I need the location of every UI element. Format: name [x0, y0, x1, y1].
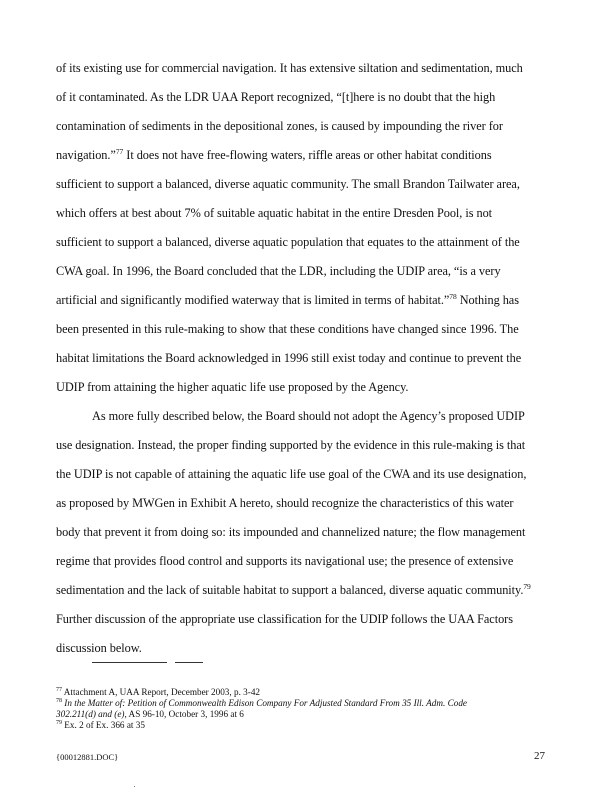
body-line-14: use designation. Instead, the proper finding supported by the evidence in this rule-making is that: [56, 438, 526, 452]
footnote-79: [56, 720, 145, 731]
body-line-3: contamination of sediments in the depositional zones, is caused by impounding the river for: [56, 119, 503, 133]
body-line-4-text: navigation.”: [56, 148, 116, 162]
footnote-78-rest: , AS 96-10, October 3, 1996 at 6: [124, 709, 244, 719]
body-line-10: been presented in this rule-making to show that these conditions have changed since 1996. The: [56, 322, 519, 336]
body-line-16: as proposed by MWGen in Exhibit A hereto, should recognize the characteristics of this water: [56, 496, 514, 510]
footnote-79-text: Ex. 2 of Ex. 366 at 35: [62, 720, 145, 730]
body-line-8: CWA goal. In 1996, the Board concluded that the LDR, including the UDIP area, “is a very: [56, 264, 501, 278]
body-line-18: regime that provides flood control and supports its navigational use; the presence of extensive: [56, 554, 514, 568]
body-line-1: of its existing use for commercial navigation. It has extensive siltation and sedimentation, much: [56, 61, 523, 75]
footnote-79-number: 79: [56, 719, 62, 726]
footnote-78-case-cite: 302.211(d) and (e): [56, 709, 125, 719]
footnote-78-line-1: [56, 698, 467, 709]
body-line-7: sufficient to support a balanced, diverse aquatic population that equates to the attainment of the: [56, 235, 520, 249]
page-number: 27: [534, 750, 545, 762]
footnote-separator-rule: [92, 662, 167, 663]
body-line-15: the UDIP is not capable of attaining the aquatic life use goal of the CWA and its use designation,: [56, 467, 527, 481]
footnote-ref-79: 79: [523, 581, 531, 591]
body-line-13: As more fully described below, the Board should not adopt the Agency’s proposed UDIP: [92, 409, 525, 423]
body-line-11: habitat limitations the Board acknowledged in 1996 still exist today and continue to prevent the: [56, 351, 522, 365]
footnote-77-number: 77: [56, 686, 62, 693]
footnote-ref-77: 77: [115, 146, 124, 156]
body-line-17: body that prevent it from doing so: its impounded and channelized nature; the flow management: [56, 525, 526, 539]
body-line-20: Further discussion of the appropriate use classification for the UDIP follows the UAA Factors: [56, 612, 513, 626]
footnote-78-number: 78: [56, 697, 62, 704]
footnote-78-line-2: [56, 709, 244, 720]
body-line-21: discussion below.: [56, 641, 142, 655]
body-line-12: UDIP from attaining the higher aquatic life use proposed by the Agency.: [56, 380, 409, 394]
body-line-9-text: artificial and significantly modified waterway that is limited in terms of habitat.”: [56, 293, 450, 307]
scan-speck: [134, 786, 135, 787]
body-line-19: [56, 583, 531, 597]
body-line-9: [56, 293, 519, 307]
footnote-separator-rule-short: [175, 662, 203, 663]
body-line-2: of it contaminated. As the LDR UAA Report recognized, “[t]here is no doubt that the high: [56, 90, 496, 104]
body-line-9-text-cont: Nothing has: [456, 293, 519, 307]
body-line-4: [56, 148, 492, 162]
footnote-ref-78: 78: [449, 291, 457, 301]
document-id: {00012881.DOC}: [56, 752, 119, 762]
body-line-4-text-cont: It does not have free-flowing waters, riffle areas or other habitat conditions: [123, 148, 492, 162]
body-line-6: which offers at best about 7% of suitable aquatic habitat in the entire Dresden Pool, is not: [56, 206, 493, 220]
footnote-78-case-title: In the Matter of: Petition of Commonwealth Edison Company For Adjusted Standard From 35 Ill. Adm. Code: [62, 698, 467, 708]
body-line-5: sufficient to support a balanced, diverse aquatic community. The small Brandon Tailwater area,: [56, 177, 520, 191]
footnote-77-text: Attachment A, UAA Report, December 2003, p. 3-42: [62, 687, 261, 697]
footnote-77: [56, 687, 260, 698]
body-line-19-text: sedimentation and the lack of suitable habitat to support a balanced, diverse aquatic community.: [56, 583, 524, 597]
